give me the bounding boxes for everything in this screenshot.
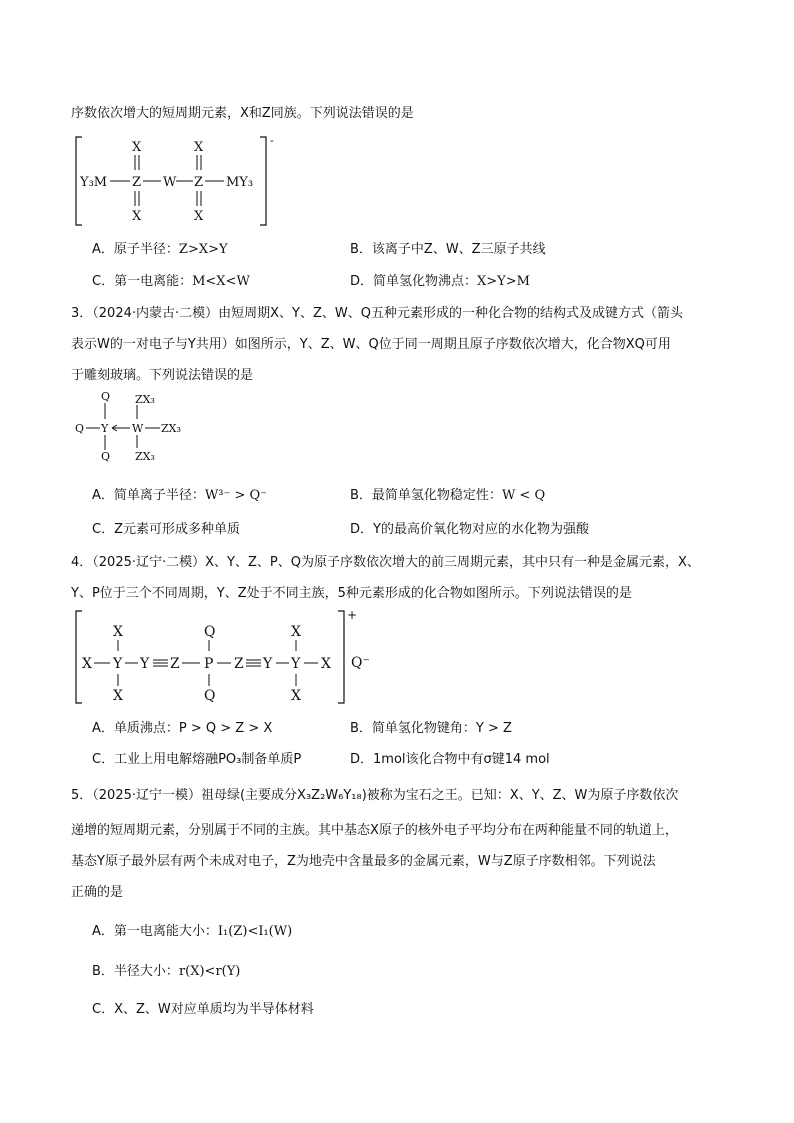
q3-option-c: C．Z元素可形成多种单质 xyxy=(92,522,240,537)
q2-option-d: D．简单氢化物沸点：X>Y>M xyxy=(350,274,530,289)
svg-text:Q: Q xyxy=(75,422,85,435)
svg-text:Q: Q xyxy=(204,688,216,704)
q2-option-a: A．原子半径：Z>X>Y xyxy=(92,242,228,257)
svg-text:Y: Y xyxy=(101,422,109,435)
svg-text:Q: Q xyxy=(204,624,216,640)
svg-text:X: X xyxy=(132,140,142,155)
svg-text:X: X xyxy=(291,624,301,640)
svg-text:Y: Y xyxy=(291,656,301,672)
q3-stem-line-1: 3．（2024·内蒙古·二模）由短周期X、Y、Z、W、Q五种元素形成的一种化合物的结构式及成键方式（箭头 xyxy=(71,306,683,321)
svg-text:X: X xyxy=(194,209,204,224)
q4-stem-line-2: Y、P位于三个不同周期，Y、Z处于不同主族，5种元素形成的化合物如图所示。下列说法错误的是 xyxy=(71,586,632,601)
q2-structure-diagram xyxy=(68,133,368,233)
q3-option-d: D．Y的最高价氧化物对应的水化物为强酸 xyxy=(350,522,589,537)
q2-option-b: B．该离子中Z、W、Z三原子共线 xyxy=(350,242,546,257)
q5-stem-line-1: 5．（2025·辽宁一模）祖母绿(主要成分X₃Z₂W₆Y₁₈)被称为宝石之王。已知：X、Y、Z、W为原子序数依次 xyxy=(71,788,679,803)
q5-stem-line-2: 递增的短周期元素，分别属于不同的主族。其中基态X原子的核外电子平均分布在两种能量不同的轨道上， xyxy=(71,823,678,838)
svg-text:P: P xyxy=(204,656,214,672)
svg-text:Z: Z xyxy=(194,175,204,190)
q5-option-b: B．半径大小：r(X)<r(Y) xyxy=(92,964,241,979)
q3-stem-line-2: 表示W的一对电子与Y共用）如图所示，Y、Z、W、Q位于同一周期且原子序数依次增大，化合物XQ可用 xyxy=(71,337,671,352)
q4-option-c: C．工业上用电解熔融PO₃制备单质P xyxy=(92,752,302,767)
q3-zx3-top: ZX₃ xyxy=(135,393,155,406)
q3-zx3-right: ZX₃ xyxy=(161,422,181,435)
q4-option-d: D．1mol该化合物中有σ键14 mol xyxy=(350,752,550,767)
svg-text:X: X xyxy=(113,624,123,640)
svg-text:W: W xyxy=(132,422,144,435)
q3-option-a: A．简单离子半径：W³⁻ > Q⁻ xyxy=(92,488,268,503)
q4-structure-diagram xyxy=(68,607,388,707)
q2-option-c: C．第一电离能：M<X<W xyxy=(92,274,250,289)
q2-right-group: MY₃ xyxy=(226,175,254,190)
svg-text:Y: Y xyxy=(263,656,273,672)
q2-stem-tail: 序数依次增大的短周期元素，X和Z同族。下列说法错误的是 xyxy=(71,106,414,121)
svg-text:W: W xyxy=(163,175,177,190)
svg-text:Z: Z xyxy=(234,656,244,672)
svg-text:X: X xyxy=(113,688,123,704)
q5-option-a: A．第一电离能大小：I₁(Z)<I₁(W) xyxy=(92,924,293,939)
svg-text:Y: Y xyxy=(140,656,150,672)
q4-option-b: B．简单氢化物键角：Y > Z xyxy=(350,721,512,736)
q3-zx3-bottom: ZX₃ xyxy=(135,450,155,463)
q5-stem-line-3: 基态Y原子最外层有两个未成对电子，Z为地壳中含量最多的金属元素，W与Z原子序数相邻。下列说法 xyxy=(71,854,656,869)
svg-text:Z: Z xyxy=(170,656,180,672)
q5-stem-line-4: 正确的是 xyxy=(71,885,124,900)
q3-stem-line-3: 于雕刻玻璃。下列说法错误的是 xyxy=(71,368,254,383)
q2-charge: - xyxy=(270,134,274,147)
q3-option-b: B．最简单氢化物稳定性：W < Q xyxy=(350,488,546,503)
svg-text:X: X xyxy=(132,209,142,224)
svg-text:X: X xyxy=(291,688,301,704)
svg-text:Q: Q xyxy=(101,450,111,463)
q5-option-c: C．X、Z、W对应单质均为半导体材料 xyxy=(92,1002,314,1017)
svg-text:X: X xyxy=(194,140,204,155)
q4-option-a: A．单质沸点：P > Q > Z > X xyxy=(92,721,273,736)
svg-text:Y: Y xyxy=(113,656,123,672)
svg-text:X: X xyxy=(82,656,92,672)
svg-text:Q: Q xyxy=(101,390,111,403)
q2-left-group: Y₃M xyxy=(80,175,108,190)
svg-text:X: X xyxy=(321,656,331,672)
q4-anion: Q⁻ xyxy=(351,655,370,671)
svg-text:Z: Z xyxy=(132,175,142,190)
q4-stem-line-1: 4．（2025·辽宁·二模）X、Y、Z、P、Q为原子序数依次增大的前三周期元素，其中只有一种是金属元素，X、 xyxy=(71,555,700,570)
q3-structure-diagram xyxy=(72,388,222,468)
q4-cation-charge: + xyxy=(347,608,358,622)
